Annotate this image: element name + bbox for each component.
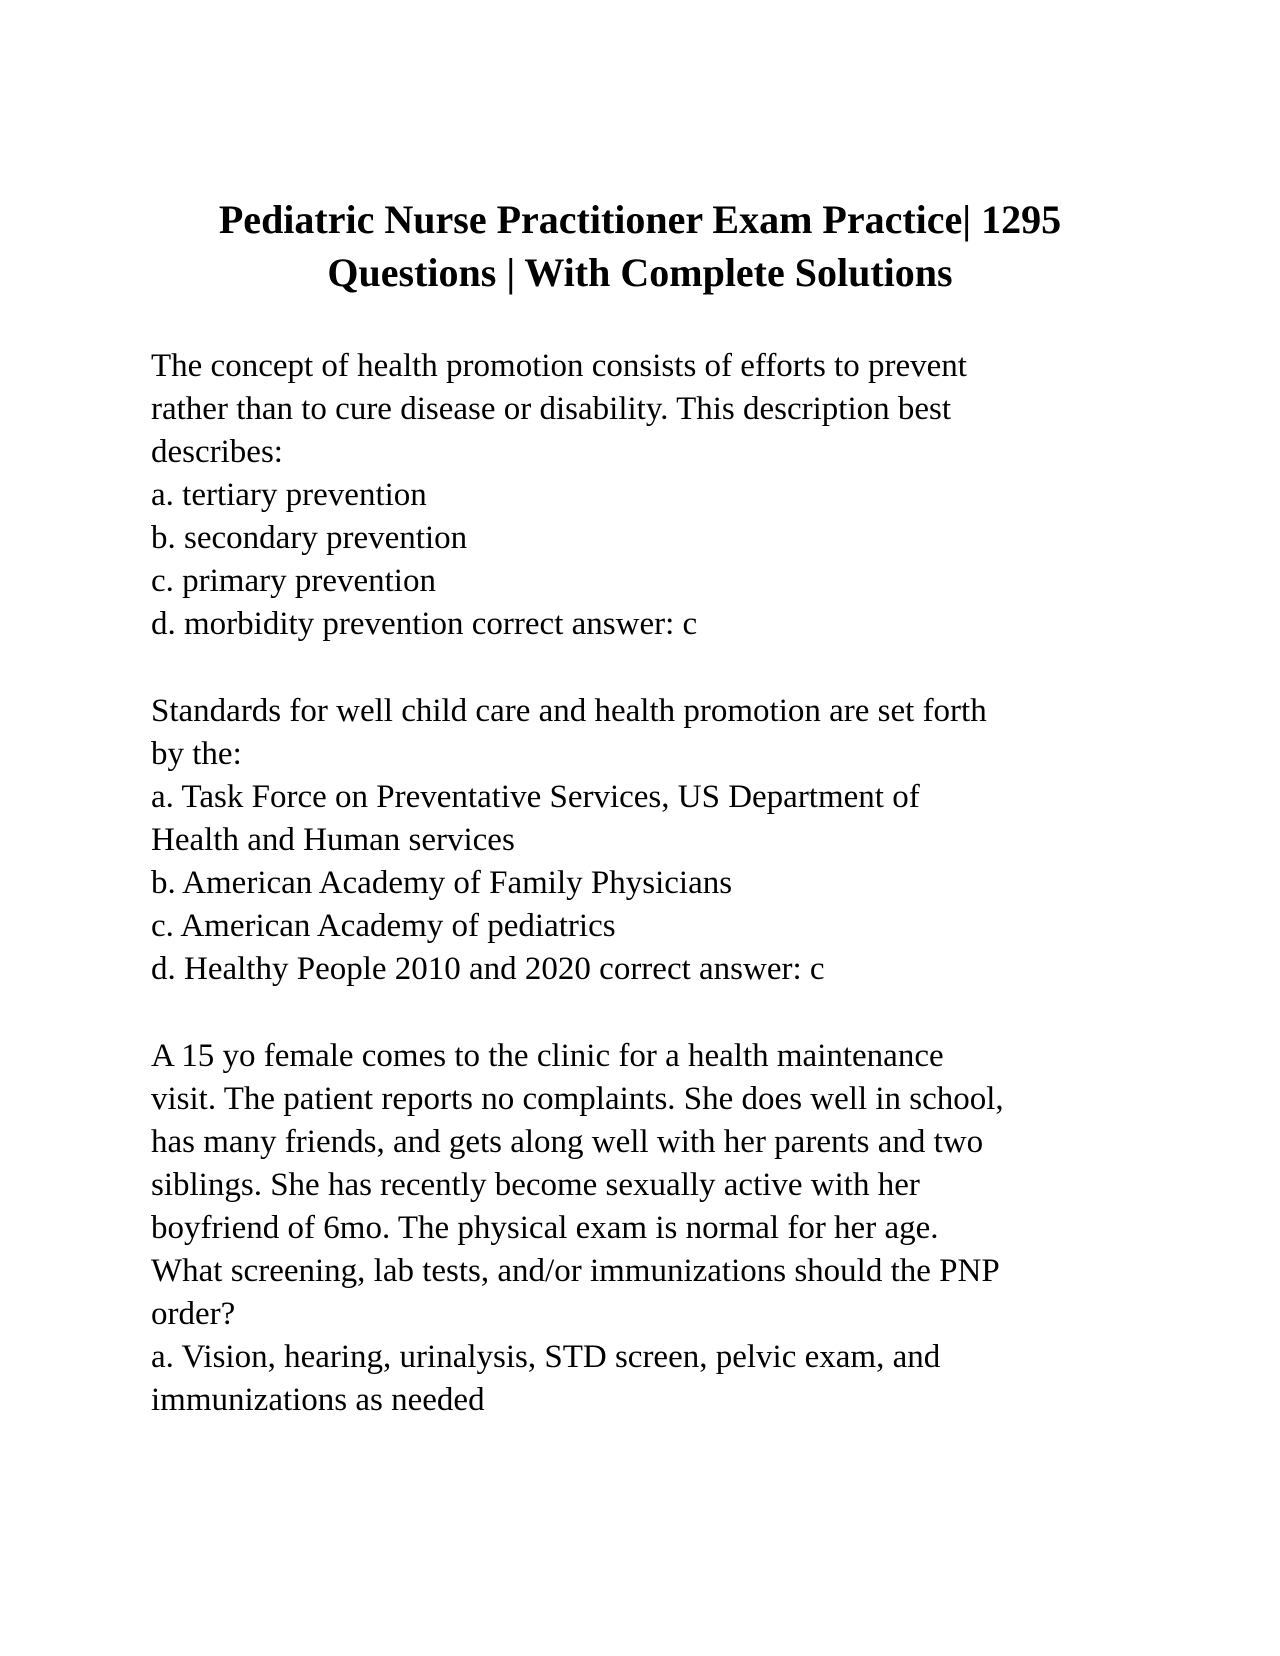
question-text-line: visit. The patient reports no complaints. She does well in school, (151, 1081, 1004, 1117)
question-text-line: boyfriend of 6mo. The physical exam is normal for her age. (151, 1210, 939, 1246)
question-text-line: Standards for well child care and health promotion are set forth (151, 693, 987, 729)
question-text-line: siblings. She has recently become sexually active with her (151, 1167, 920, 1203)
question-block (151, 345, 1151, 646)
answer-option-c: c. primary prevention (151, 563, 436, 599)
answer-option-b: b. American Academy of Family Physicians (151, 865, 733, 901)
title-line: Questions | With Complete Solutions (327, 250, 953, 295)
answer-option-a: a. tertiary prevention (151, 477, 427, 513)
title-line: Pediatric Nurse Practitioner Exam Practice| 1295 (218, 197, 1062, 242)
answer-option-a: a. Vision, hearing, urinalysis, STD screen, pelvic exam, and (151, 1339, 941, 1375)
question-text-line: has many friends, and gets along well with her parents and two (151, 1124, 984, 1160)
question-text-line: A 15 yo female comes to the clinic for a health maintenance (151, 1038, 944, 1074)
question-text-line: What screening, lab tests, and/or immunizations should the PNP (151, 1253, 1000, 1289)
question-text-line: describes: (151, 434, 283, 470)
document-body (151, 345, 1151, 1422)
question-text-line: rather than to cure disease or disability. This description best (151, 391, 952, 427)
answer-option-d: d. morbidity prevention correct answer: c (151, 606, 698, 642)
answer-option-d: d. Healthy People 2010 and 2020 correct answer: c (151, 951, 825, 987)
question-text-line: by the: (151, 736, 242, 772)
answer-option-b: b. secondary prevention (151, 520, 468, 556)
document-title (140, 193, 1140, 299)
answer-option-a-continued: immunizations as needed (151, 1382, 485, 1418)
paragraph-gap (151, 991, 1151, 1035)
answer-option-a-continued: Health and Human services (151, 822, 515, 858)
question-block (151, 1035, 1151, 1422)
question-text-line: order? (151, 1296, 236, 1332)
answer-option-c: c. American Academy of pediatrics (151, 908, 616, 944)
paragraph-gap (151, 646, 1151, 690)
answer-option-a: a. Task Force on Preventative Services, US Department of (151, 779, 920, 815)
question-block (151, 690, 1151, 991)
question-text-line: The concept of health promotion consists of efforts to prevent (151, 348, 967, 384)
